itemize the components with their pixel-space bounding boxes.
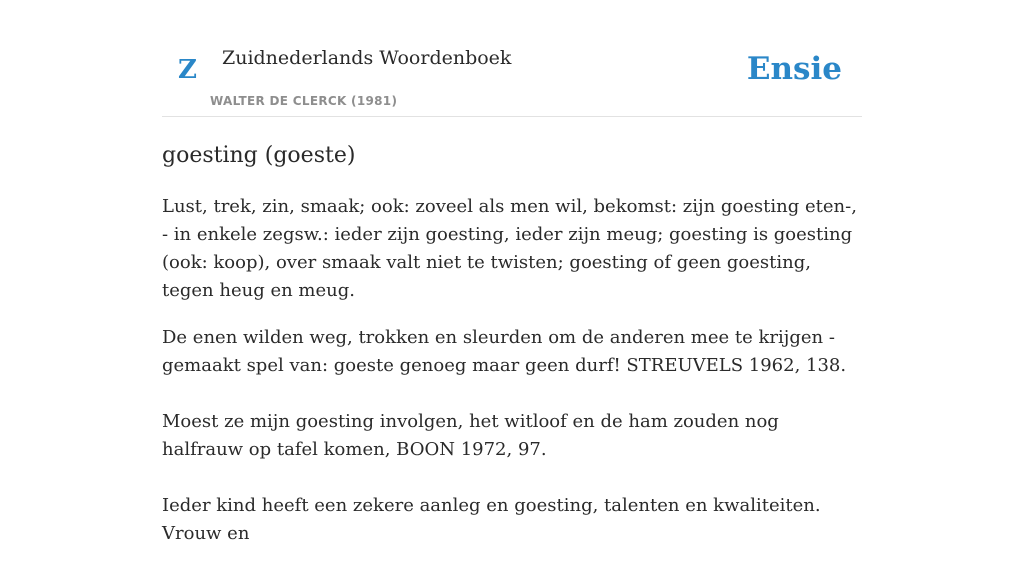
quote-paragraph: Ieder kind heeft een zekere aanleg en goesting, talenten en kwaliteiten. Vrouw en xyxy=(162,495,821,544)
book-author: WALTER DE CLERCK (1981) xyxy=(210,94,398,108)
ensie-logo-link[interactable]: Ensie xyxy=(746,51,842,87)
entry-title: goesting (goeste) xyxy=(162,143,356,168)
book-letter-icon[interactable]: Z xyxy=(178,55,197,85)
book-title-link[interactable]: Zuidnederlands Woordenboek xyxy=(222,47,512,69)
definition-paragraph: Lust, trek, zin, smaak; ook: zoveel als men wil, bekomst: zijn goesting eten-, - in enkele zegsw.: ieder zijn goesting, ieder zijn meug; goesting is goesting (ook: koop), over smaak valt niet te twisten; goesting of geen goesting, tegen heug en meug. xyxy=(162,196,857,301)
entry-body xyxy=(162,193,862,548)
quote-paragraph: De enen wilden weg, trokken en sleurden om de anderen mee te krijgen - gemaakt spel van: goeste genoeg maar geen durf! STREUVELS 1962, 138. xyxy=(162,327,847,376)
dictionary-page xyxy=(162,0,862,567)
page-header xyxy=(162,0,862,117)
quote-paragraph: Moest ze mijn goesting involgen, het witloof en de ham zouden nog halfrauw op tafel komen, BOON 1972, 97. xyxy=(162,411,779,460)
